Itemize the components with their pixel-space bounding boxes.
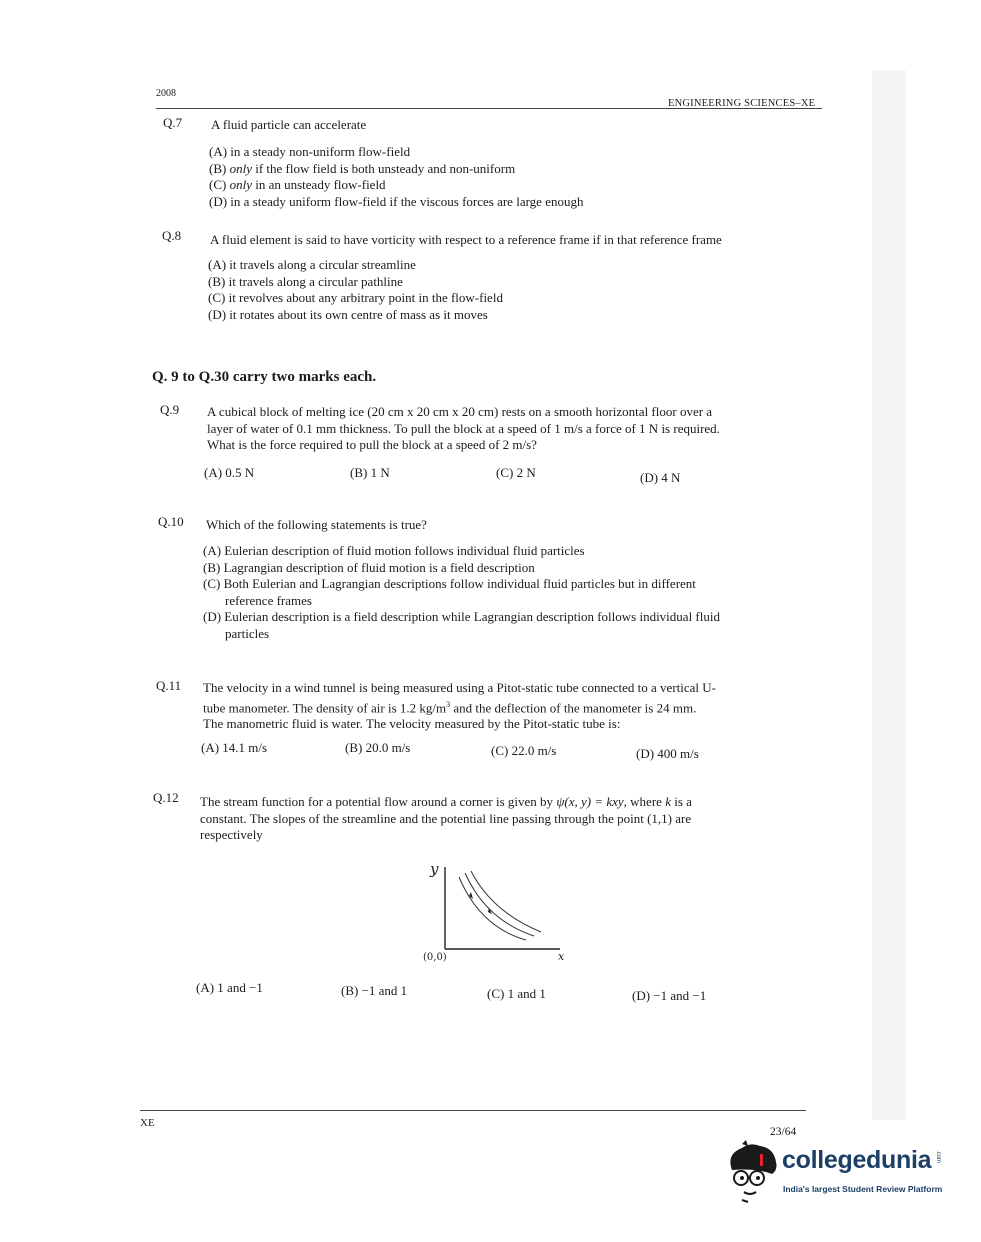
q12-text-line-1-end: is a: [670, 794, 692, 809]
q12-x-axis-label: x: [558, 950, 565, 963]
q12-text-line-3: respectively: [200, 827, 263, 842]
footer-page-number: 23/64: [770, 1126, 797, 1138]
footer-paper-code: XE: [140, 1117, 155, 1129]
q12-streamline-sketch: [420, 852, 580, 972]
q7-option-c: [209, 177, 583, 194]
q10-option-d: (D) Eulerian description is a field description while Lagrangian description follows individual fluid: [203, 609, 720, 624]
q12-text: [200, 794, 692, 844]
logo-wordmark: collegedunia: [782, 1146, 932, 1174]
q12-number: Q.12: [153, 790, 179, 805]
q10-option-c: (C) Both Eulerian and Lagrangian descriptions follow individual fluid particles but in different: [203, 576, 696, 591]
q9-text-line-2: layer of water of 0.1 mm thickness. To pull the block at a speed of 1 m/s a force of 1 N is required.: [207, 420, 720, 436]
logo-tagline: India's largest Student Review Platform: [783, 1184, 943, 1194]
mascot-icon: [722, 1140, 782, 1204]
q11-text-line-3: The manometric fluid is water. The velocity measured by the Pitot-static tube is:: [203, 716, 621, 732]
q7-option-c-prefix: (C): [209, 177, 230, 192]
q9-option-c: (C) 2 N: [496, 465, 536, 480]
q11-text-line-2-end: and the deflection of the manometer is 24 mm.: [450, 699, 697, 715]
q12-option-b: (B) −1 and 1: [341, 983, 408, 998]
q12-text-line-1-mid: , where: [623, 794, 666, 809]
q9-text-line-1: A cubical block of melting ice (20 cm x 20 cm x 20 cm) rests on a smooth horizontal floor over a: [207, 404, 713, 419]
q7-number: Q.7: [163, 115, 183, 130]
collegedunia-logo: [722, 1140, 952, 1206]
q8-number: Q.8: [162, 228, 182, 243]
q7-option-b-prefix: (B): [209, 160, 230, 176]
q8-option-c: (C) it revolves about any arbitrary point in the flow-field: [208, 290, 503, 305]
q12-streamline-2: [465, 873, 534, 936]
q8-options: [208, 257, 503, 323]
q11-text-line-2: [203, 697, 716, 717]
q12-text-line-1-start: The stream function for a potential flow around a corner is given by: [200, 794, 557, 809]
q8-option-d: (D) it rotates about its own centre of mass as it moves: [208, 306, 488, 322]
q11-option-a: (A) 14.1 m/s: [201, 740, 268, 755]
q11-number: Q.11: [156, 678, 182, 693]
section-heading: Q. 9 to Q.30 carry two marks each.: [152, 369, 377, 385]
q10-number: Q.10: [158, 514, 184, 529]
page-edge-shadow: [872, 70, 906, 1120]
q7-option-b-emphasis: only: [229, 160, 252, 176]
q10-text: Which of the following statements is true?: [206, 517, 427, 532]
q7-option-c-emphasis: only: [229, 177, 252, 192]
q7-option-d: (D) in a steady uniform flow-field if the viscous forces are large enough: [209, 193, 584, 209]
q10-option-d-continued: particles: [225, 625, 270, 641]
q8-text: A fluid element is said to have vorticity with respect to a reference frame if in that reference frame: [210, 232, 722, 247]
q7-option-c-text: in an unsteady flow-field: [251, 177, 386, 192]
q12-constant-k: k: [665, 794, 671, 809]
q11-options: [0, 740, 981, 760]
q9-option-b: (B) 1 N: [350, 465, 390, 480]
q12-option-a: (A) 1 and −1: [196, 980, 263, 995]
q7-options: [209, 144, 583, 210]
header-year: 2008: [156, 88, 176, 99]
q9-text: [207, 404, 720, 454]
q8-option-a: (A) it travels along a circular streamline: [208, 257, 416, 272]
q9-option-d: (D) 4 N: [640, 470, 681, 485]
q12-sketch-svg: [420, 852, 580, 972]
q11-text-line-2-start: tube manometer. The density of air is 1.2 kg/m: [203, 699, 447, 715]
q11-option-b: (B) 20.0 m/s: [345, 740, 411, 755]
q7-text: A fluid particle can accelerate: [211, 117, 367, 132]
q12-option-d: (D) −1 and −1: [632, 988, 707, 1003]
q11-option-d: (D) 400 m/s: [636, 746, 699, 761]
q11-text-line-1: The velocity in a wind tunnel is being measured using a Pitot-static tube connected to a vertical U-: [203, 680, 716, 695]
q12-option-c: (C) 1 and 1: [487, 986, 546, 1001]
q11-text: [203, 680, 716, 733]
header-subject: ENGINEERING SCIENCES–XE: [668, 98, 816, 109]
q12-streamline-1: [459, 877, 526, 940]
q10-options: [203, 543, 720, 642]
q9-text-line-3: What is the force required to pull the block at a speed of 2 m/s?: [207, 437, 537, 452]
q10-option-a: (A) Eulerian description of fluid motion follows individual fluid particles: [203, 543, 585, 558]
q11-superscript: 3: [446, 699, 451, 709]
q10-option-b: (B) Lagrangian description of fluid motion is a field description: [203, 559, 535, 575]
q12-stream-function: ψ(x, y) = kxy: [556, 794, 624, 809]
q12-text-line-2: constant. The slopes of the streamline and the potential line passing through the point (1,1) are: [200, 810, 692, 826]
q12-y-axis-label: y: [430, 860, 439, 878]
q12-options: [0, 980, 981, 1003]
q7-option-b-text: if the flow field is both unsteady and non-uniform: [251, 160, 516, 176]
q12-origin-label: (0,0): [423, 952, 447, 963]
footer-rule: [140, 1110, 806, 1111]
q9-options: [0, 465, 981, 485]
q8-option-b: (B) it travels along a circular pathline: [208, 273, 403, 289]
logo-domain: .com: [935, 1150, 941, 1164]
q9-number: Q.9: [160, 402, 180, 417]
q9-option-a: (A) 0.5 N: [204, 465, 255, 480]
q7-option-a: (A) in a steady non-uniform flow-field: [209, 144, 411, 159]
q11-option-c: (C) 22.0 m/s: [491, 743, 557, 758]
q7-option-b: [209, 161, 583, 178]
q12-text-line-1: [200, 794, 692, 811]
header-rule: [156, 108, 822, 109]
q10-option-c-continued: reference frames: [225, 592, 312, 608]
